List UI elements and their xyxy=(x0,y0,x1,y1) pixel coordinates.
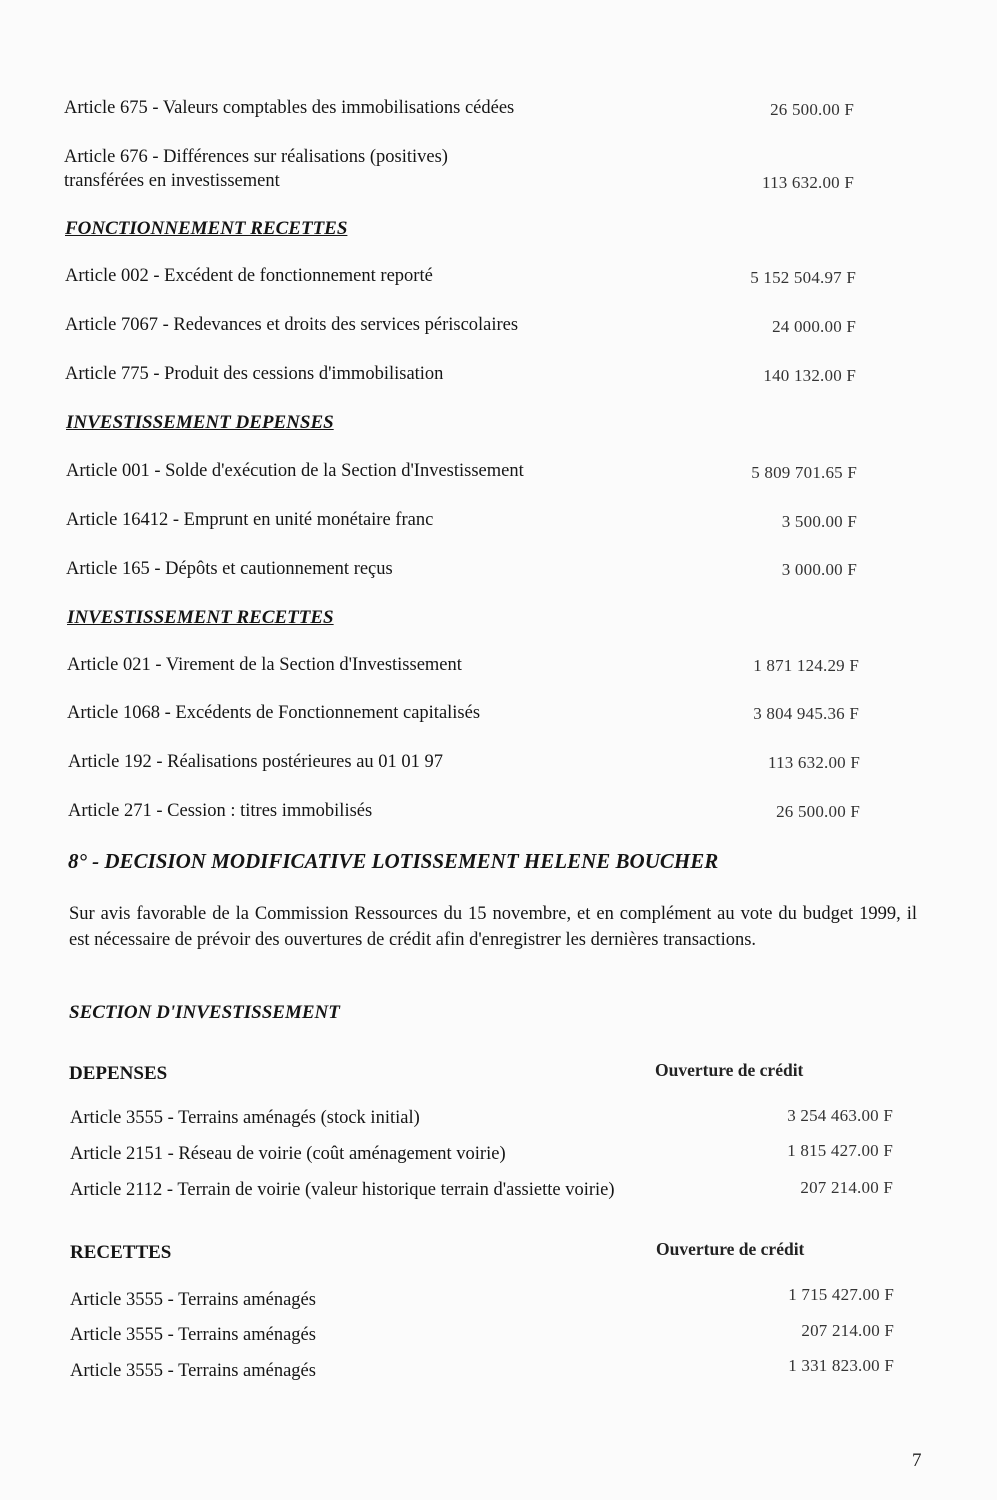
section-8-paragraph: Sur avis favorable de la Commission Ressources du 15 novembre, et en complément au vote du budget 1999, il est nécessaire de prévoir des ouvertures de crédit afin d'enregistrer les dernières transactions. xyxy=(69,904,917,950)
article-amount: 113 632.00 F xyxy=(762,173,854,192)
article-label: Article 16412 - Emprunt en unité monétaire franc xyxy=(66,510,434,530)
recettes-heading: RECETTES xyxy=(70,1242,172,1263)
article-label: Article 2151 - Réseau de voirie (coût aménagement voirie) xyxy=(70,1144,506,1164)
depenses-heading: DEPENSES xyxy=(69,1063,168,1084)
article-label: Article 002 - Excédent de fonctionnement reporté xyxy=(65,266,433,286)
page-number: 7 xyxy=(912,1450,922,1471)
column-header-ouverture-credit: Ouverture de crédit xyxy=(656,1239,805,1259)
article-label: Article 001 - Solde d'exécution de la Section d'Investissement xyxy=(66,461,524,481)
article-amount: 113 632.00 F xyxy=(768,753,860,772)
column-header-ouverture-credit: Ouverture de crédit xyxy=(655,1060,804,1080)
article-label: Article 775 - Produit des cessions d'immobilisation xyxy=(65,364,444,384)
article-label: Article 3555 - Terrains aménagés xyxy=(70,1325,316,1345)
article-amount: 24 000.00 F xyxy=(772,317,856,336)
article-amount: 3 000.00 F xyxy=(781,560,857,579)
article-amount: 207 214.00 F xyxy=(801,1321,894,1340)
article-label: Article 3555 - Terrains aménagés (stock initial) xyxy=(70,1108,420,1128)
article-label: Article 7067 - Redevances et droits des services périscolaires xyxy=(65,315,519,335)
article-label: Article 1068 - Excédents de Fonctionnement capitalisés xyxy=(67,703,481,723)
article-label: Article 021 - Virement de la Section d'Investissement xyxy=(67,655,462,675)
subsection-heading: SECTION D'INVESTISSEMENT xyxy=(69,1002,340,1023)
article-amount: 5 809 701.65 F xyxy=(751,463,857,482)
section-heading-fonctionnement-recettes: FONCTIONNEMENT RECETTES xyxy=(65,218,348,239)
article-label-continued: transférées en investissement xyxy=(64,171,280,191)
article-label: Article 676 - Différences sur réalisations (positives) xyxy=(64,147,448,167)
article-label: Article 3555 - Terrains aménagés xyxy=(70,1290,316,1310)
article-label: Article 2112 - Terrain de voirie (valeur historique terrain d'assiette voirie) xyxy=(70,1180,615,1200)
article-label: Article 3555 - Terrains aménagés xyxy=(70,1361,316,1381)
article-label: Article 192 - Réalisations postérieures au 01 01 97 xyxy=(68,752,444,772)
article-amount: 140 132.00 F xyxy=(763,366,856,385)
article-label: Article 271 - Cession : titres immobilisés xyxy=(68,801,373,821)
section-heading-investissement-depenses: INVESTISSEMENT DEPENSES xyxy=(66,412,334,433)
article-amount: 26 500.00 F xyxy=(776,802,860,821)
article-amount: 1 871 124.29 F xyxy=(753,656,859,675)
article-amount: 3 500.00 F xyxy=(781,512,857,531)
article-amount: 1 815 427.00 F xyxy=(787,1141,893,1160)
article-amount: 207 214.00 F xyxy=(800,1178,893,1197)
section-heading-investissement-recettes: INVESTISSEMENT RECETTES xyxy=(67,607,334,628)
article-amount: 1 715 427.00 F xyxy=(788,1285,894,1304)
article-amount: 26 500.00 F xyxy=(770,100,854,119)
article-amount: 1 331 823.00 F xyxy=(788,1356,894,1375)
article-label: Article 165 - Dépôts et cautionnement reçus xyxy=(66,559,393,579)
section-8-title: 8° - DECISION MODIFICATIVE LOTISSEMENT HELENE BOUCHER xyxy=(68,849,719,873)
article-amount: 3 254 463.00 F xyxy=(787,1106,893,1125)
article-label: Article 675 - Valeurs comptables des immobilisations cédées xyxy=(64,98,515,118)
article-amount: 3 804 945.36 F xyxy=(753,704,859,723)
article-amount: 5 152 504.97 F xyxy=(750,268,856,287)
